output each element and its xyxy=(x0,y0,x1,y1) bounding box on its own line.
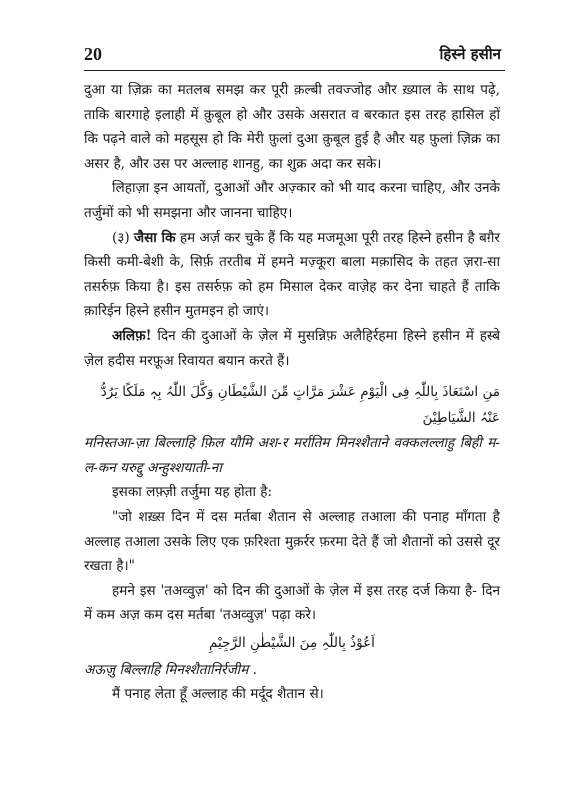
paragraph-1: दुआ या ज़िक्र का मतलब समझ कर पूरी क़ल्बी तवज्जोह और ख़्याल के साथ पढ़े, ताकि बारगाहे इलाही में क़ुबूल हो और उसके असरात व बरकात इस तरह हासिल हों कि पढ़ने वाले को महसूस हो कि मेरी फ़ुलां दुआ क़ुबूल हुई है और यह फ़ुलां ज़िक्र का असर है, और उस पर अल्लाह शानहु, का शुक्र अदा कर सके। xyxy=(84,82,500,172)
paragraph-3-text: हम अर्ज़ कर चुके हैं कि यह मजमूआ पूरी तरह हिस्ने हसीन है बग़ैर किसी कमी-बेशी के, सिर्फ़ तरतीब में हमने मज़्कूरा बाला मक़ासिद के तहत ज़रा-सा तसर्रुफ़ किया है। इस तसर्रुफ़ को हम मिसाल देकर वाज़ेह कर देना चाहते हैं ताकि क़ारिईन हिस्ने हसीन मुतमइन हो जाएं। xyxy=(84,229,500,320)
paragraph-6: "जो शख़्स दिन में दस मर्तबा शैतान से अल्लाह तआला की पनाह माँगता है अल्लाह तआला उसके लिए एक फ़रिश्ता मुक़र्रर फ़रमा देते हैं जो शैतानों को उससे दूर रखता है।" xyxy=(84,508,500,575)
header-rule xyxy=(84,70,505,71)
paragraph-8: मैं पनाह लेता हूँ अल्लाह की मर्दूद शैतान से। xyxy=(112,686,324,703)
paragraph-7: हमने इस 'तअव्वुज़' को दिन की दुआओं के ज़ेल में इस तरह दर्ज किया है- दिन में कम अज़ कम दस मर्तबा 'तअव्वुज़' पढ़ा करे। xyxy=(84,582,500,624)
paragraph-4-lead: अलिफ़! xyxy=(112,327,152,344)
paragraph-3-lead: जैसा कि xyxy=(134,229,176,246)
transliteration-hadith: मनिस्तआ-ज़ा बिल्लाहि फ़िल यौमि अश-र मर्रातिम मिनश्शैताने वक्कलल्लाहु बिही म-ल-कन यरुद्दु अन्हुश्शयाती-ना xyxy=(84,435,500,476)
page-number: 20 xyxy=(84,44,102,64)
paragraph-5: इसका लफ़्ज़ी तर्जुमा यह होता है: xyxy=(112,484,273,501)
paragraph-4-text: दिन की दुआओं के ज़ेल में मुसन्निफ़ अलैहिर्रहमा हिस्ने हसीन में हस्बे ज़ेल हदीस मरफ़ूअ रिवायत बयान करते हैं। xyxy=(84,327,500,369)
page-header xyxy=(84,44,501,68)
arabic-taawwuz: اَعُوْذُ بِاللّٰہِ مِنَ الشَّیْطٰنِ الرَّجِیْمِ xyxy=(209,634,375,651)
transliteration-taawwuz: अऊज़ु बिल्लाहि मिनश्शैतानिर्रजीम . xyxy=(84,661,257,678)
paragraph-3 xyxy=(84,226,500,324)
paragraph-4 xyxy=(84,324,500,373)
paragraph-2: लिहाज़ा इन आयतों, दुआओं और अज़्कार को भी याद करना चाहिए, और उनके तर्जुमों को भी समझना और जानना चाहिए। xyxy=(84,180,500,221)
page-body xyxy=(84,78,500,707)
running-title: हिस्ने हसीन xyxy=(439,45,501,63)
arabic-hadith: مَنِ اسْتَعَاذَ بِاللّٰہِ فِی الْیَوْمِ عَشْرَ مَرَّاتٍ مِّنَ الشَّیْطَانِ وَکَّلَ اللّٰہُ بِہٖ مَلَکًا یَرُدُّ عَنْہُ الشَّیَاطِیْنَ xyxy=(100,384,500,427)
paragraph-3-number: (३) xyxy=(112,229,130,246)
